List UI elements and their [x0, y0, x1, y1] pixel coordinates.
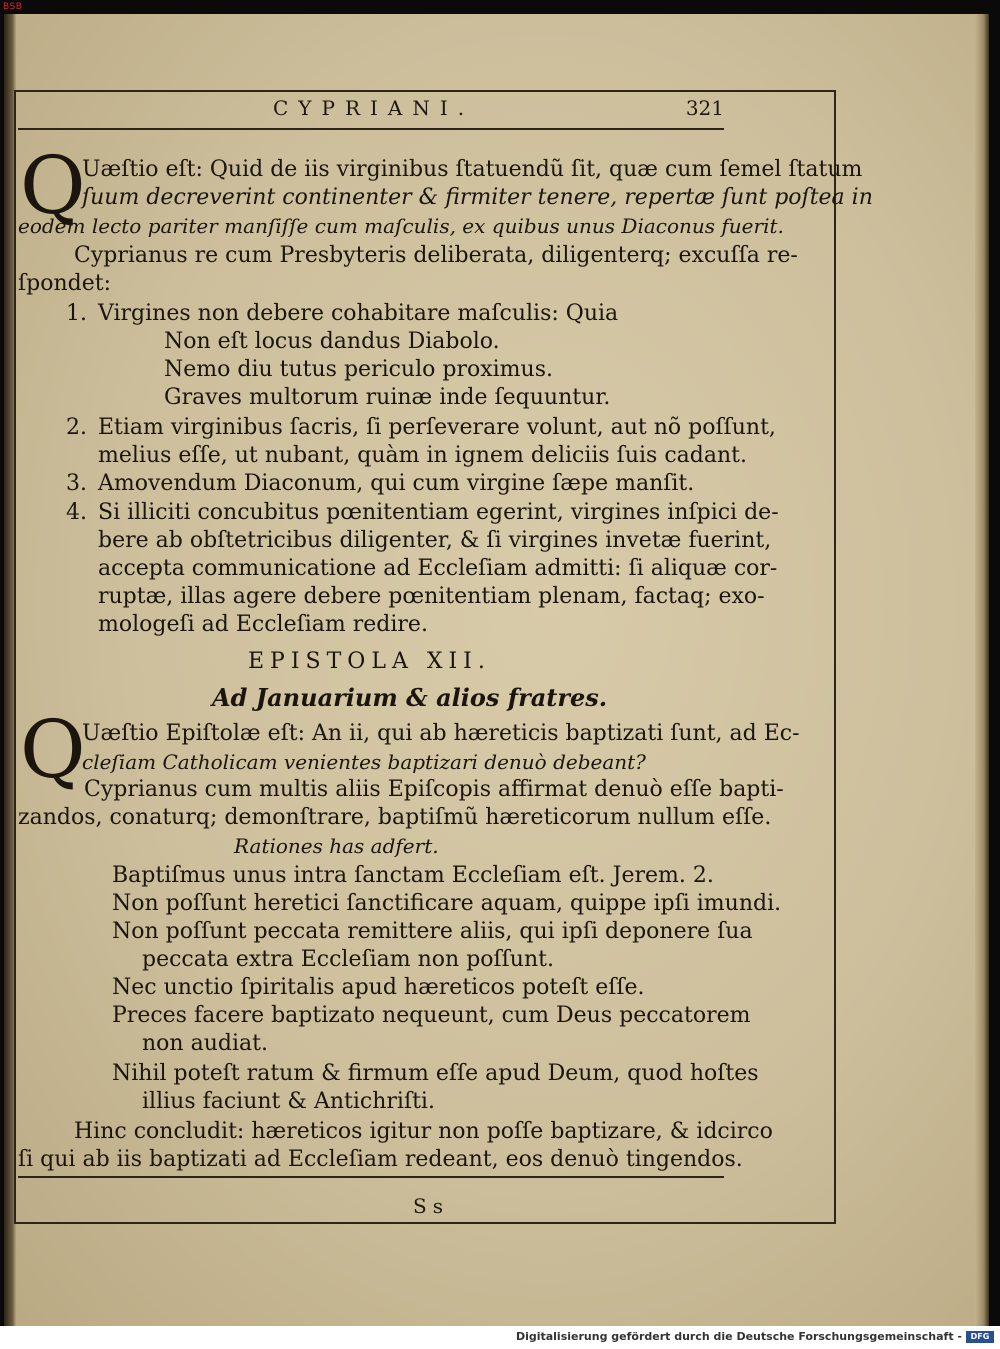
point-text: Si illiciti concubitus pœnitentiam egerint, virgines inſpici de-: [98, 500, 779, 525]
frame-rule-left: [14, 92, 16, 1222]
reason-line: Nemo diu tutus periculo proximus.: [164, 357, 553, 382]
point-text: accepta communicatione ad Eccleſiam admitti: ſi aliquæ cor-: [98, 556, 778, 581]
reason-line: illius faciunt & Antichriſti.: [142, 1089, 435, 1114]
question-line: eodem lecto pariter manſiſſe cum maſculis, ex quibus unus Diaconus fuerit.: [18, 214, 784, 238]
reason-line: Non eſt locus dandus Diabolo.: [164, 329, 500, 354]
point-text: melius eſſe, ut nubant, quàm in ignem deliciis ſuis cadant.: [98, 443, 747, 468]
answer-line: Cyprianus cum multis aliis Epiſcopis affirmat denuò eſſe bapti-: [84, 777, 784, 802]
reason-line: Non poſſunt heretici ſanctificare aquam, quippe ipſi imundi.: [112, 891, 782, 916]
reason-line: Preces facere baptizato nequeunt, cum Deus peccatorem: [112, 1003, 751, 1028]
reason-line: Nihil poteſt ratum & firmum eſſe apud Deum, quod hoſtes: [112, 1061, 759, 1086]
question-line: Uæſtio Epiſtolæ eſt: An ii, qui ab hæreticis baptizati ſunt, ad Ec-: [82, 721, 800, 746]
answer-line: ſpondet:: [18, 271, 111, 296]
point-number: 2.: [66, 415, 87, 440]
point-text: Virgines non debere cohabitare maſculis: Quia: [98, 301, 619, 326]
reason-line: peccata extra Eccleſiam non poſſunt.: [142, 947, 554, 972]
rationes-heading: Rationes has adfert.: [234, 834, 439, 858]
question-line: ſuum decreverint continenter & firmiter tenere, repertæ ſunt poſtea in: [82, 185, 873, 210]
footer-rule: [18, 1176, 724, 1178]
scanned-page: [4, 14, 989, 1326]
point-text: Etiam virginibus ſacris, ſi perſeverare volunt, aut nõ poſſunt,: [98, 415, 776, 440]
header-rule: [18, 128, 724, 130]
answer-line: zandos, conaturq; demonſtrare, baptiſmũ hæreticorum nullum eſſe.: [18, 805, 772, 830]
drop-cap: Q: [20, 139, 86, 232]
epistola-heading: EPISTOLA XII.: [248, 649, 491, 674]
reason-line: Graves multorum ruinæ inde ſequuntur.: [164, 385, 611, 410]
credit-bar: [0, 1326, 1000, 1349]
page-number: 321: [685, 96, 724, 120]
epistola-address: Ad Januarium & alios fratres.: [212, 683, 608, 712]
conclusion-line: ſi qui ab iis baptizati ad Eccleſiam redeant, eos denuò tingendos.: [18, 1147, 743, 1172]
question-line: Uæſtio eſt: Quid de iis virginibus ſtatuendũ ſit, quæ cum ſemel ſtatum: [82, 157, 863, 182]
point-text: Amovendum Diaconum, qui cum virgine ſæpe manſit.: [98, 471, 695, 496]
page-edge: [975, 14, 989, 1326]
page-footer: [18, 1194, 728, 1224]
point-text: bere ab obſtetricibus diligenter, & ſi virgines invetæ fuerint,: [98, 528, 772, 553]
signature-mark: Ss: [413, 1194, 449, 1218]
answer-line: Cyprianus re cum Presbyteris deliberata, diligenterq; excuſſa re-: [74, 243, 798, 268]
frame-rule-right: [834, 90, 836, 1224]
page-header: [18, 92, 728, 122]
bsb-watermark: BSB: [3, 2, 23, 12]
point-number: 3.: [66, 471, 87, 496]
reason-line: Baptiſmus unus intra ſanctam Eccleſiam eſt. Jerem. 2.: [112, 863, 714, 888]
point-text: mologeſi ad Eccleſiam redire.: [98, 612, 428, 637]
running-head: CYPRIANI.: [273, 96, 475, 120]
reason-line: Nec unctio ſpiritalis apud hæreticos poteſt eſſe.: [112, 975, 645, 1000]
reason-line: non audiat.: [142, 1031, 268, 1056]
point-text: ruptæ, illas agere debere pœnitentiam plenam, factaq; exo-: [98, 584, 765, 609]
point-number: 1.: [66, 301, 87, 326]
reason-line: Non poſſunt peccata remittere aliis, qui ipſi deponere ſua: [112, 919, 753, 944]
funding-credit: Digitalisierung gefördert durch die Deutsche Forschungsgemeinschaft -: [515, 1330, 962, 1343]
dfg-logo: DFG: [966, 1331, 994, 1343]
point-number: 4.: [66, 500, 87, 525]
drop-cap: Q: [20, 703, 86, 796]
conclusion-line: Hinc concludit: hæreticos igitur non poſſe baptizare, & idcirco: [74, 1119, 773, 1144]
question-line: cleſiam Catholicam venientes baptizari denuò debeant?: [82, 750, 646, 774]
